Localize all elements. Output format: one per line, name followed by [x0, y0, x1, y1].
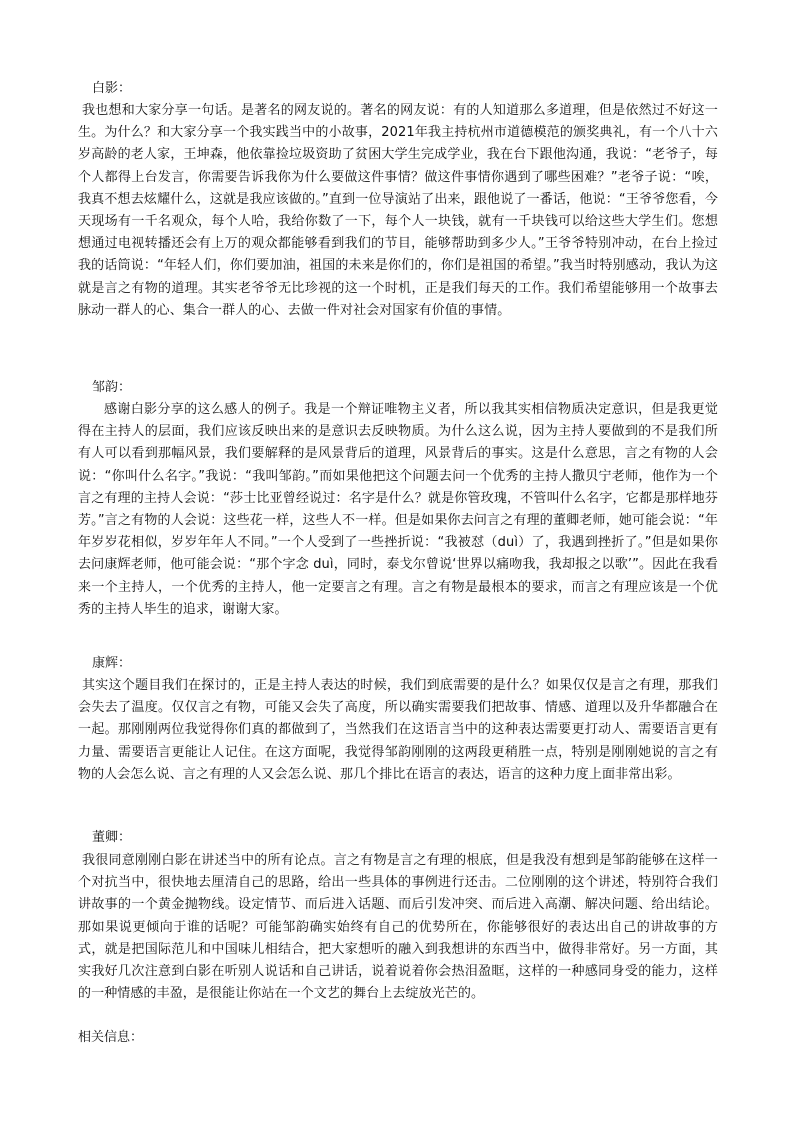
speaker-label-kanghui: 康辉： — [92, 656, 132, 671]
paragraph-kanghui: 其实这个题目我们在探讨的，正是主持人表达的时候，我们到底需要的是什么？如果仅仅是言之有理，那我们会失去了温度。仅仅言之有物，可能又会失了高度，所以确实需要我们把故事、情感、道理以及升华都融合在一起。那刚刚两位我觉得你们真的都做到了，当然我们在这语言当中的这种表达需要更打动人、需要语言更有力量、需要语言更能让人记住。在这方面呢，我觉得邹韵刚刚的这两段更稍胜一点，特别是刚刚她说的言之有物的人会怎么说、言之有理的人又会怎么说、那几个排比在语言的表达，语言的这种力度上面非常出彩。 — [78, 678, 718, 782]
related-info-label: 相关信息： — [78, 1030, 144, 1045]
paragraph-zouyun: 感谢白影分享的这么感人的例子。我是一个辩证唯物主义者，所以我其实相信物质决定意识，但是我更觉得在主持人的层面，我们应该反映出来的是意识去反映物质。为什么这么说，因为主持人要做到的不是我们所有人可以看到那幅风景，我们要解释的是风景背后的道理，风景背后的事实。这是什么意思，言之有物的人会说：“你叫什么名字。”我说：“我叫邹韵。”而如果他把这个问题去问一个优秀的主持人撒贝宁老师，他作为一个言之有理的主持人会说：“莎士比亚曾经说过：名字是什么？就是你管玫瑰，不管叫什么名字，它都是那样地芬芳。”言之有物的人会说：这些花一样，这些人不一样。但是如果你去问言之有理的董卿老师，她可能会说：“年年岁岁花相似，岁岁年年人不同。”一个人受到了一些挫折说：“我被怼（duì）了，我遇到挫折了。”但是如果你去问康辉老师，他可能会说：“那个字念 duì，同时，泰戈尔曾说‘世界以痛吻我，我却报之以歌’”。因此在我看来一个主持人，一个优秀的主持人，他一定要言之有理。言之有物是最根本的要求，而言之有理应该是一个优秀的主持人毕生的追求，谢谢大家。 — [78, 402, 718, 617]
speaker-label-zouyun: 邹韵： — [92, 380, 132, 395]
paragraph-dongqing: 我很同意刚刚白影在讲述当中的所有论点。言之有物是言之有理的根底，但是我没有想到是邹韵能够在这样一个对抗当中，很快地去厘清自己的思路，给出一些具体的事例进行还击。二位刚刚的这个讲述，特别符合我们讲故事的一个黄金抛物线。设定情节、而后进入话题、而后引发冲突、而后进入高潮、解决问题、给出结论。那如果说更倾向于谁的话呢？可能邹韵确实始终有自己的优势所在，你能够很好的表达出自己的讲故事的方式，就是把国际范儿和中国味儿相结合，把大家想听的融入到我想讲的东西当中，做得非常好。另一方面，其实我好几次注意到白影在听别人说话和自己讲话，说着说着你会热泪盈眶，这样的一种感同身受的能力，这样的一种情感的丰盈，是很能让你站在一个文艺的舞台上去绽放光芒的。 — [78, 853, 718, 1002]
speaker-label-baiying: 白影： — [92, 81, 132, 96]
paragraph-baiying: 我也想和大家分享一句话。是著名的网友说的。著名的网友说：有的人知道那么多道理，但是依然过不好这一生。为什么？和大家分享一个我实践当中的小故事，2021年我主持杭州市道德模范的颁奖典礼，有一个八十六岁高龄的老人家，王坤森，他依靠捡垃圾资助了贫困大学生完成学业，我在台下跟他沟通，我说：“老爷子，每个人都得上台发言，你需要告诉我你为什么要做这件事情？做这件事情你遇到了哪些困难？”老爷子说：“唉，我真不想去炫耀什么，这就是我应该做的。”直到一位导演站了出来，跟他说了一番话，他说：“王爷爷您看，今天现场有一千名观众，每个人哈，我给你数了一下，每个人一块钱，就有一千块钱可以给这些大学生们。您想想通过电视转播还会有上万的观众都能够看到我们的节目，能够帮助到多少人。”王爷爷特别冲动，在台上捡过我的话筒说：“年轻人们，你们要加油，祖国的未来是你们的，你们是祖国的希望。”我当时特别感动，我认为这就是言之有物的道理。其实老爷爷无比珍视的这一个时机，正是我们每天的工作。我们希望能够用一个故事去脉动一群人的心、集合一群人的心、去做一件对社会对国家有价值的事情。 — [78, 103, 718, 318]
speaker-label-dongqing: 董卿： — [92, 830, 132, 845]
